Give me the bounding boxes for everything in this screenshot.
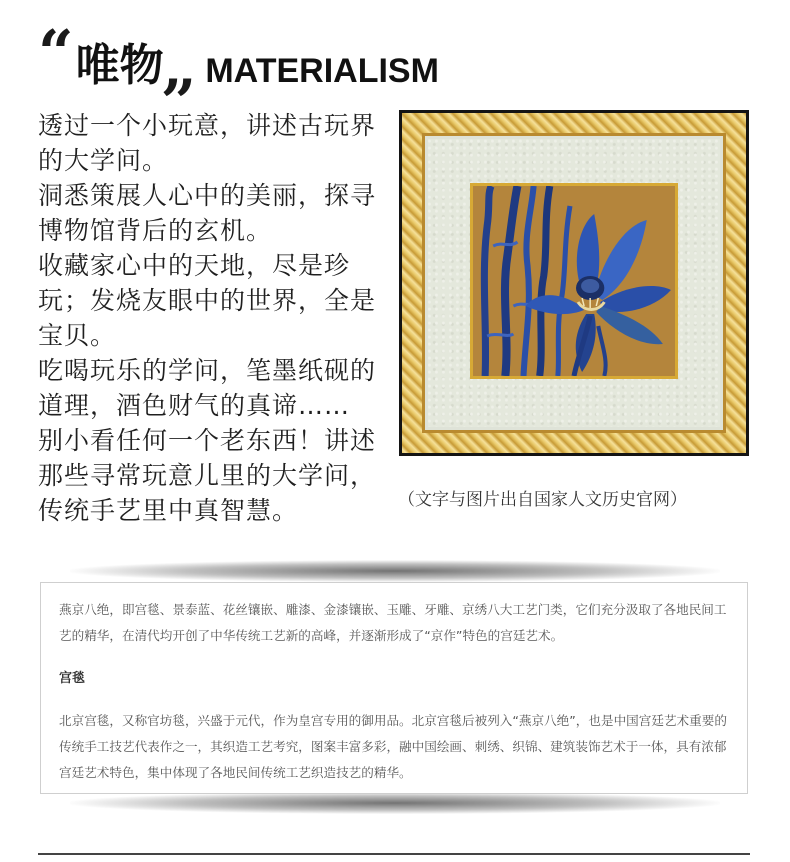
intro-line: 吃喝玩乐的学问，笔墨纸砚的道理，酒色财气的真谛…… <box>38 356 377 420</box>
page-header <box>38 16 758 103</box>
open-quote-mark: “ <box>38 16 74 89</box>
close-quote-mark: „ <box>161 30 198 103</box>
intro-line: 洞悉策展人心中的美丽，探寻博物馆背后的玄机。 <box>38 181 377 245</box>
intro-text <box>38 108 383 528</box>
info-subheading: 宫毯 <box>59 671 86 686</box>
intro-line: 别小看任何一个老东西！讲述那些寻常玩意儿里的大学问，传统手艺里中真智慧。 <box>38 426 377 525</box>
intro-line: 收藏家心中的天地，尽是珍玩；发烧友眼中的世界，全是宝贝。 <box>38 251 377 350</box>
image-caption: （文字与图片出自国家人文历史官网） <box>398 490 687 510</box>
frame-mat <box>428 139 720 427</box>
bottom-divider <box>38 853 750 855</box>
intro-line: 透过一个小玩意，讲述古玩界的大学问。 <box>38 111 377 175</box>
gold-frame <box>402 113 746 453</box>
title-chinese: 唯物 <box>75 40 164 91</box>
tapestry-artwork <box>470 183 678 379</box>
blue-lotus-illustration <box>473 186 675 376</box>
info-box <box>40 582 748 794</box>
box-shadow-bottom <box>70 792 720 814</box>
info-paragraph-carpet: 北京宫毯，又称官坊毯，兴盛于元代，作为皇宫专用的御用品。北京宫毯后被列入“燕京八绝”，也是中国宫廷艺术重要的传统手工技艺代表作之一，其织造工艺考究，图案丰富多彩，融中国绘画、刺绣、织锦、建筑装饰艺术于一体，具有浓郁宫廷艺术特色，集中体现了各地民间传统工艺织造技艺的精华。 <box>59 713 727 780</box>
box-shadow-top <box>70 560 720 582</box>
framed-tapestry-image <box>399 110 749 456</box>
title-english: MATERIALISM <box>205 52 439 90</box>
info-paragraph-intro: 燕京八绝，即宫毯、景泰蓝、花丝镶嵌、雕漆、金漆镶嵌、玉雕、牙雕、京绣八大工艺门类，它们充分汲取了各地民间工艺的精华，在清代均开创了中华传统工艺新的高峰，并逐渐形成了“京作”特色的宫廷艺术。 <box>59 602 727 643</box>
